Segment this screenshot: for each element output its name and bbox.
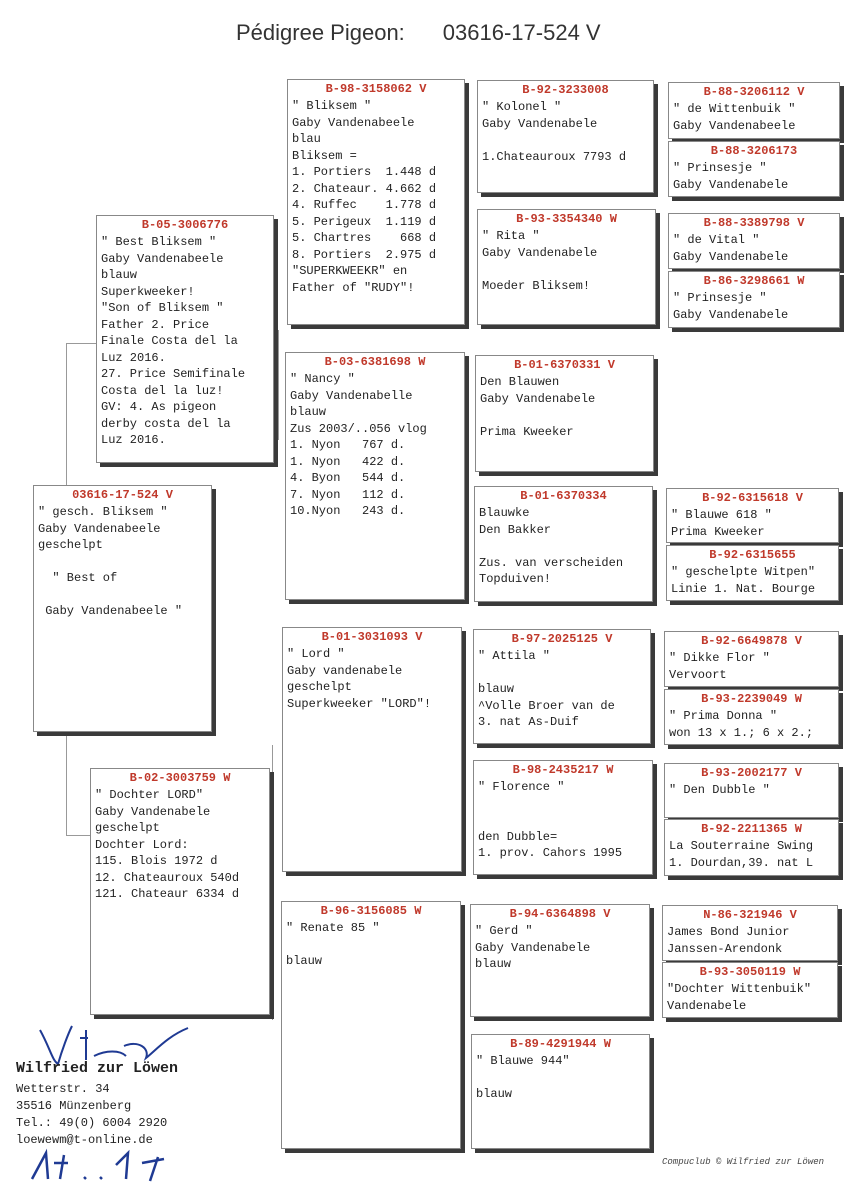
pedigree-text-line: Zus. van verscheiden (479, 555, 624, 570)
pedigree-text-line (482, 132, 649, 149)
ring-number: B-88-3206112 V (703, 85, 805, 99)
pedigree-text-line: Gaby Vandenabeele (38, 521, 161, 536)
pedigree-text-line: 1. Dourdan,39. nat L (669, 855, 814, 870)
pedigree-text-line (478, 665, 646, 682)
pedigree-card (477, 209, 656, 325)
pedigree-text-line: blauw (478, 682, 515, 696)
pedigree-text-line (286, 937, 456, 954)
pedigree-card (477, 80, 654, 193)
pedigree-text-line: Luz 2016. (101, 433, 166, 447)
pedigree-text-line: Prima Kweeker (480, 424, 574, 439)
pedigree-card (668, 213, 840, 269)
pedigree-text-line: Father 2. Price (101, 317, 210, 332)
ring-number: B-88-3389798 V (703, 216, 805, 230)
pedigree-card (666, 488, 839, 543)
pedigree-text-line: 121. Chateaur 6334 d (95, 887, 240, 901)
pedigree-text-line: Gaby Vandenabele (475, 940, 591, 955)
pedigree-card (282, 627, 462, 872)
pedigree-text-line: " Prinsesje " (673, 161, 767, 175)
pedigree-text-line: " Best of (38, 571, 118, 585)
pedigree-text-line: " Rita " (482, 229, 540, 243)
pedigree-text-line: Blauwke (479, 506, 530, 520)
pedigree-card (664, 763, 839, 818)
ring-number: B-93-3354340 W (516, 212, 617, 226)
pedigree-text-line (38, 587, 207, 604)
pedigree-card (287, 79, 465, 325)
pedigree-card (664, 819, 839, 876)
pedigree-text-line: Gaby Vandenabele (673, 249, 789, 264)
pedigree-text-line: Gaby Vandenabeele " (38, 604, 183, 618)
pedigree-text-line: " Best Bliksem " (101, 235, 217, 249)
pedigree-text-line: Gaby Vandenabele (673, 307, 789, 322)
ring-number: B-05-3006776 (141, 218, 229, 232)
pedigree-text-line: " Florence " (478, 780, 565, 794)
pedigree-text-line: 4. Byon 544 d. (290, 471, 406, 485)
pedigree-text-line: Gaby Vandenabele (482, 116, 598, 131)
pedigree-text-line: 27. Price Semifinale (101, 367, 246, 381)
pedigree-text-line: won 13 x 1.; 6 x 2.; (669, 725, 814, 740)
pedigree-text-line: 1.Chateauroux 7793 d (482, 149, 627, 164)
pedigree-text-line: blauw (290, 405, 327, 419)
pedigree-text-line: Den Bakker (479, 522, 552, 537)
ring-number: B-92-6315655 (709, 548, 796, 562)
pedigree-text-line: blauw (101, 268, 138, 282)
pedigree-text-line (476, 1070, 645, 1087)
ring-number: B-92-3233008 (522, 83, 609, 97)
ring-number: N-86-321946 V (703, 908, 797, 922)
pedigree-text-line: " Lord " (287, 647, 345, 661)
ring-number: B-89-4291944 W (510, 1037, 611, 1051)
pedigree-card (662, 905, 838, 961)
pedigree-text-line: " Den Dubble " (669, 783, 770, 797)
pedigree-text-line (478, 796, 648, 813)
pedigree-text-line: Vandenabele (667, 998, 747, 1013)
pedigree-text-line: " Bliksem " (292, 99, 372, 113)
pedigree-text-line: Gaby Vandenabele (95, 804, 211, 819)
pedigree-text-line: 7. Nyon 112 d. (290, 487, 406, 502)
pedigree-text-line: " de Wittenbuik " (673, 102, 796, 116)
pedigree-text-line (482, 261, 651, 278)
pedigree-text-line: 8. Portiers 2.975 d (292, 247, 437, 262)
pedigree-text-line: blau (292, 132, 321, 146)
pedigree-text-line: " Prima Donna " (669, 709, 778, 723)
pedigree-card (470, 904, 650, 1017)
pedigree-text-line: Father of "RUDY"! (292, 280, 415, 295)
pedigree-text-line: Gaby Vandenabeele (292, 115, 415, 130)
page-title (236, 20, 601, 46)
pedigree-text-line: Moeder Bliksem! (482, 278, 591, 293)
pedigree-text-line: Luz 2016. (101, 350, 166, 365)
connector-line (66, 835, 90, 836)
pedigree-card (664, 631, 839, 687)
ring-number: B-93-2002177 V (701, 766, 802, 780)
pedigree-text-line (479, 538, 648, 555)
pedigree-text-line: Zus 2003/..056 vlog (290, 421, 427, 436)
pedigree-card (281, 901, 461, 1149)
pedigree-text-line: Dochter Lord: (95, 837, 189, 852)
pedigree-text-line: Bliksem = (292, 148, 357, 163)
pedigree-text-line: " Renate 85 " (286, 921, 380, 935)
ring-number: B-01-6370334 (520, 489, 607, 503)
pedigree-card (666, 545, 839, 601)
owner-phone: Tel.: 49(0) 6004 2920 (16, 1116, 168, 1130)
pedigree-text-line: 3. nat As-Duif (478, 715, 579, 729)
pedigree-text-line: Topduiven! (479, 572, 552, 586)
pedigree-text-line: " Blauwe 618 " (671, 508, 772, 522)
ring-number: B-98-2435217 W (512, 763, 614, 777)
pedigree-text-line: geschelpt (287, 680, 352, 694)
pedigree-card (668, 141, 840, 197)
connector-line (66, 343, 96, 344)
pedigree-text-line: Superkweeker! (101, 284, 195, 299)
pedigree-text-line: " Prinsesje " (673, 291, 767, 305)
pedigree-text-line: Superkweeker "LORD"! (287, 696, 432, 711)
pedigree-text-line: " Kolonel " (482, 100, 562, 114)
pedigree-card (473, 760, 653, 875)
pedigree-text-line: 1. Nyon 767 d. (290, 438, 406, 452)
ring-number: B-98-3158062 V (325, 82, 427, 96)
pedigree-card (285, 352, 465, 600)
ring-number: B-93-2239049 W (701, 692, 802, 706)
pedigree-text-line: 1. Nyon 422 d. (290, 454, 406, 469)
pedigree-text-line: Prima Kweeker (671, 524, 765, 539)
pedigree-text-line (480, 407, 649, 424)
owner-email: loewewm@t-online.de (16, 1133, 153, 1147)
ring-number: B-97-2025125 V (511, 632, 613, 646)
pedigree-text-line: " Nancy " (290, 372, 355, 386)
ring-number: B-01-3031093 V (321, 630, 423, 644)
pedigree-text-line: " Dikke Flor " (669, 651, 770, 665)
pedigree-text-line: 1. prov. Cahors 1995 (478, 846, 623, 860)
pedigree-text-line: Janssen-Arendonk (667, 941, 783, 956)
pedigree-text-line: " Attila " (478, 649, 551, 663)
pedigree-text-line: 4. Ruffec 1.778 d (292, 198, 437, 212)
pedigree-text-line: Vervoort (669, 667, 727, 682)
owner-name: Wilfried zur Löwen (16, 1060, 179, 1077)
handwritten-date-image (24, 1145, 184, 1185)
pedigree-text-line: blauw (286, 954, 323, 968)
connector-line (66, 735, 67, 835)
pedigree-card (475, 355, 654, 472)
ring-number: B-96-3156085 W (320, 904, 422, 918)
pedigree-text-line: La Souterraine Swing (669, 839, 814, 853)
pedigree-text-line: Gaby Vandenabeele (673, 118, 796, 133)
pedigree-text-line: ^Volle Broer van de (478, 698, 615, 713)
pedigree-card (90, 768, 270, 1015)
pedigree-text-line: Den Blauwen (480, 375, 560, 389)
connector-line (278, 330, 279, 440)
connector-line (66, 343, 67, 485)
ring-number: B-03-6381698 W (324, 355, 426, 369)
pedigree-text-line: Gaby Vandenabele (673, 177, 789, 192)
pedigree-text-line: James Bond Junior (667, 925, 790, 939)
pedigree-text-line: "SUPERKWEEKR" en (292, 264, 408, 278)
pedigree-text-line: Finale Costa del la (101, 334, 238, 348)
pedigree-text-line: " geschelpte Witpen" (671, 565, 816, 579)
pedigree-text-line: 10.Nyon 243 d. (290, 504, 406, 518)
footer-copyright: Compuclub © Wilfried zur Löwen (662, 1157, 825, 1167)
pedigree-text-line: Gaby vandenabele (287, 663, 403, 678)
pedigree-text-line: " gesch. Bliksem " (38, 505, 168, 519)
pedigree-card (33, 485, 212, 732)
pedigree-text-line: Gaby Vandenabele (482, 245, 598, 260)
pedigree-text-line: 5. Perigeux 1.119 d (292, 214, 437, 229)
ring-number: B-01-6370331 V (514, 358, 615, 372)
pedigree-text-line: Costa del la luz! (101, 383, 224, 398)
ring-number: B-88-3206173 (710, 144, 798, 158)
pedigree-card (662, 962, 838, 1018)
pedigree-card (474, 486, 653, 602)
ring-number: B-02-3003759 W (129, 771, 231, 785)
pedigree-text-line: Gaby Vandenabeele (101, 251, 224, 266)
pedigree-text-line: Gaby Vandenabelle (290, 388, 413, 403)
title-ring-number: 03616-17-524 V (442, 20, 601, 45)
pedigree-text-line: blauw (476, 1087, 513, 1101)
owner-city: 35516 Münzenberg (16, 1099, 132, 1113)
title-label: Pédigree Pigeon: (236, 20, 405, 45)
pedigree-text-line: blauw (475, 957, 512, 971)
pedigree-text-line: den Dubble= (478, 829, 558, 844)
ring-number: B-93-3050119 W (699, 965, 801, 979)
pedigree-text-line: 2. Chateaur. 4.662 d (292, 181, 437, 196)
pedigree-text-line: "Son of Bliksem " (101, 301, 224, 315)
pedigree-text-line: 5. Chartres 668 d (292, 231, 437, 245)
pedigree-text-line: " Dochter LORD" (95, 788, 204, 802)
owner-street: Wetterstr. 34 (16, 1082, 110, 1096)
pedigree-card (668, 271, 840, 328)
pedigree-text-line: geschelpt (38, 538, 103, 552)
ring-number: B-92-6315618 V (702, 491, 803, 505)
pedigree-text-line: "Dochter Wittenbuik" (667, 982, 812, 996)
ring-number: B-86-3298661 W (703, 274, 805, 288)
pedigree-text-line: GV: 4. As pigeon (101, 400, 217, 414)
pedigree-text-line: derby costa del la (101, 416, 231, 431)
pedigree-text-line: 115. Blois 1972 d (95, 854, 218, 868)
pedigree-text-line: 12. Chateauroux 540d (95, 870, 240, 885)
pedigree-text-line: Linie 1. Nat. Bourge (671, 581, 816, 596)
pedigree-text-line: Gaby Vandenabele (480, 391, 596, 406)
pedigree-text-line (38, 554, 207, 571)
ring-number: B-92-6649878 V (701, 634, 802, 648)
connector-line (272, 745, 273, 865)
pedigree-card (668, 82, 840, 139)
pedigree-card (664, 689, 839, 745)
ring-number: B-94-6364898 V (509, 907, 611, 921)
pedigree-text-line: " de Vital " (673, 233, 760, 247)
pedigree-text-line: " Gerd " (475, 924, 533, 938)
pedigree-text-line: 1. Portiers 1.448 d (292, 165, 437, 179)
ring-number: 03616-17-524 V (72, 488, 173, 502)
pedigree-card (96, 215, 274, 463)
pedigree-text-line: geschelpt (95, 821, 160, 835)
pedigree-card (473, 629, 651, 744)
pedigree-text-line (478, 812, 648, 829)
connector-line (272, 900, 273, 1020)
pedigree-card (471, 1034, 650, 1149)
ring-number: B-92-2211365 W (701, 822, 802, 836)
pedigree-text-line: " Blauwe 944" (476, 1054, 570, 1068)
